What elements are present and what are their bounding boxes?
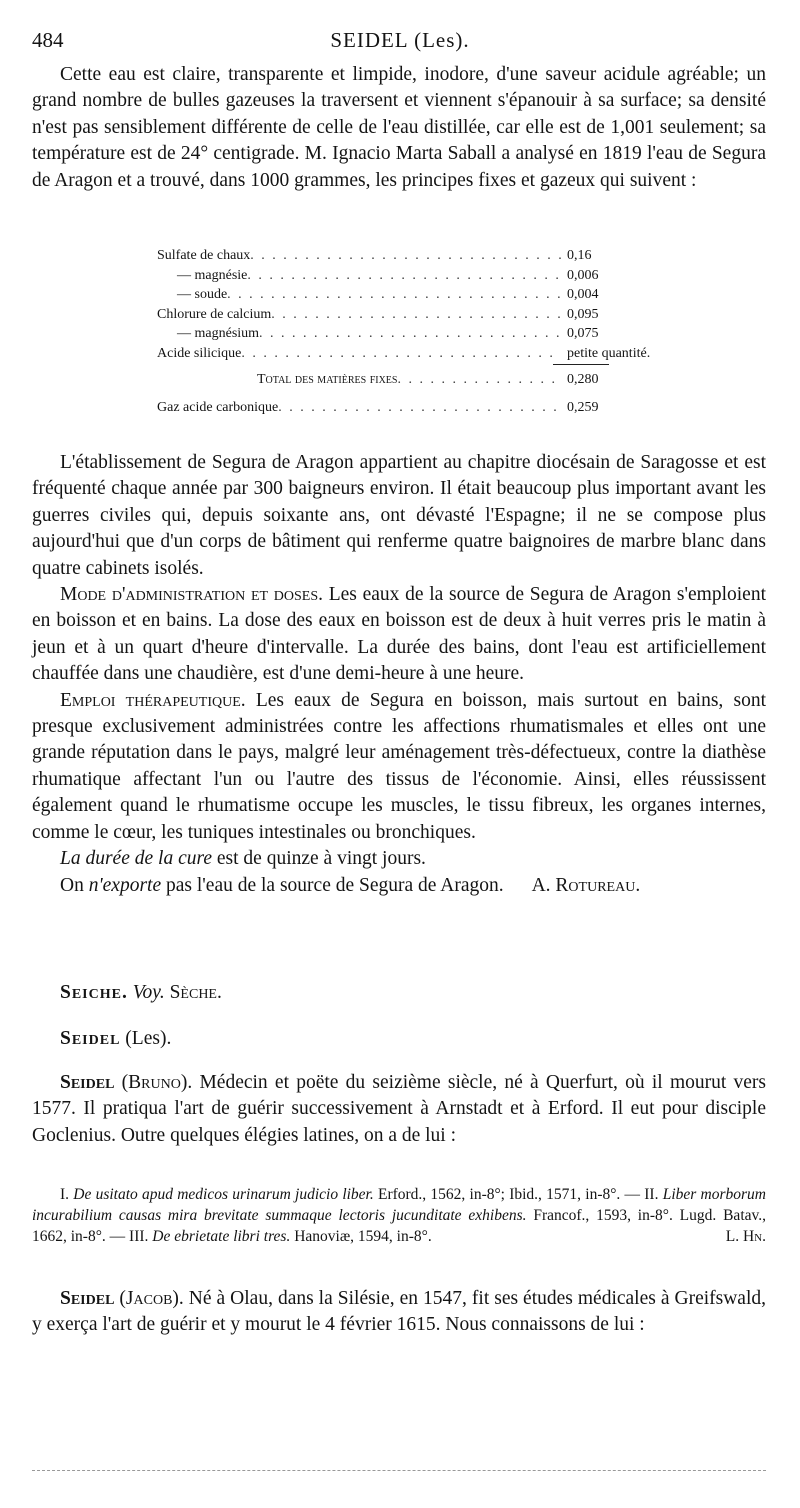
analysis-row <box>157 346 677 366</box>
bruno-paragraph <box>32 1070 766 1149</box>
analysis-label: — soude <box>177 287 228 302</box>
intro-block <box>32 62 766 194</box>
paragraph-text: Né à Olau, dans la Silésie, en 1547, fit ses études médicales à Greifswald, y exerça l'art de guérir et y mourut le 4 février 1615. Nous connaissons de lui : <box>32 1288 766 1336</box>
analysis-value: 0,006 <box>567 267 599 283</box>
total-value: 0,280 <box>567 372 599 387</box>
bruno-block <box>32 1070 766 1149</box>
analysis-label: — magnésie <box>177 267 248 283</box>
leader-dots <box>247 268 561 284</box>
person-firstname: (Bruno). <box>121 1072 193 1093</box>
leader-dots <box>397 372 561 388</box>
publication-info: Hanoviæ, 1594, in-8°. <box>290 1228 432 1245</box>
leader-dots <box>227 287 561 303</box>
sum-rule <box>553 364 609 365</box>
section-heading: Mode d'administration et doses. <box>60 584 323 606</box>
analysis-value: 0,16 <box>567 248 592 263</box>
analysis-total <box>157 372 677 392</box>
item-number: I. <box>60 1186 74 1203</box>
paragraph-text: pas l'eau de la source de Segura de Aragon. <box>161 874 504 896</box>
gas-label: Gaz acide carbonique <box>157 400 279 415</box>
intro-paragraph: Cette eau est claire, transparente et limpide, inodore, d'une saveur acidule agréable; un grand nombre de bulles gazeuses la traversent et viennent s'épanouir à sa surface; sa densité n'est pas sensiblement différente de celle de l'eau distillée, car elle est de 1,001 seulement; sa température est de 24° centigrade. M. Ignacio Marta Saball a analysé en 1819 l'eau de Segura de Aragon et a trouvé, dans 1000 grammes, les principes fixes et gazeux qui suivent : <box>32 64 766 191</box>
analysis-table <box>157 248 677 365</box>
total-row <box>157 372 677 392</box>
cross-reference-link[interactable]: Sèche. <box>169 982 222 1003</box>
analysis-value: 0,075 <box>567 326 599 341</box>
export-paragraph <box>32 873 766 899</box>
jacob-block <box>32 1286 766 1339</box>
gas-value: 0,259 <box>567 400 599 415</box>
entry-name: Seiche. <box>60 982 128 1003</box>
bruno-bibliography <box>32 1184 766 1247</box>
leader-dots <box>259 326 561 342</box>
total-label: Total des matières fixes <box>257 372 398 387</box>
page-header <box>32 28 768 58</box>
emphasis: La durée de la cure <box>60 848 212 870</box>
running-title: SEIDEL (Les). <box>330 28 470 52</box>
leader-dots <box>278 400 561 416</box>
therapeutic-paragraph <box>32 688 766 846</box>
bottom-rule <box>32 1470 766 1471</box>
publication-info: Francof., 1593, in-8°. Lugd. Batav., 1662, in-8°. — III. <box>32 1207 766 1245</box>
gas-row <box>157 400 677 420</box>
page-number: 484 <box>32 28 64 52</box>
analysis-gas <box>157 400 677 420</box>
entry-qualifier: (Les). <box>125 1028 172 1049</box>
analysis-value: 0,004 <box>567 287 599 302</box>
work-title: De ebrietate libri tres. <box>152 1228 291 1245</box>
analysis-value: 0,095 <box>567 306 599 322</box>
entry-name: Seidel <box>60 1028 121 1049</box>
paragraph-text: est de quinze à vingt jours. <box>212 848 426 870</box>
leader-dots <box>241 346 561 362</box>
work-title: Liber morborum incurabilium causas mira brevitate summaque lectoris jucunditate exhibens. <box>32 1186 766 1224</box>
analysis-row <box>157 326 677 346</box>
leader-dots <box>250 248 561 264</box>
paragraph-text: On <box>60 874 89 896</box>
administration-paragraph <box>32 582 766 688</box>
leader-dots <box>271 307 561 323</box>
analysis-label: Chlorure de calcium <box>157 306 272 322</box>
author-signature: L. Hn. <box>725 1228 766 1245</box>
work-title: De usitato apud medicos urinarum judicio liber. <box>73 1186 374 1203</box>
establishment-paragraph: L'établissement de Segura de Aragon appartient au chapitre diocésain de Saragosse et est fréquenté chaque année par 300 baigneurs environ. Il était beaucoup plus important avant les guerres civiles qui, depuis soixante ans, ont dévasté l'Espagne; il ne se compose plus aujourd'hui que d'un corps de bâtiment qui renferme quatre baignoires de marbre blanc dans quatre cabinets isolés. <box>32 452 766 579</box>
paragraph-text: Les eaux de Segura en boisson, mais surtout en bains, sont presque exclusivement administrées contre les affections rhumatismales et elles ont une grande réputation dans le pays, malgré leur aménagement très-défectueux, contre la diathèse rhumatique affectant l'un ou l'autre des tissus de l'économie. Ainsi, elles réussissent également quand le rhumatisme occupe les muscles, le tissu fibreux, les organes internes, comme le cœur, les tuniques intestinales ou bronchiques. <box>32 689 766 843</box>
author-signature: A. Rotureau. <box>531 874 641 896</box>
bibliography-paragraph <box>32 1184 766 1247</box>
emphasis: n'exporte <box>88 874 162 896</box>
paragraph-text: Médecin et poëte du seizième siècle, né à Querfurt, où il mourut vers 1577. Il pratiqua l'art de guérir successivement à Arnstadt et à Erford. Il eut pour disciple Goclenius. Outre quelques élégies latines, on a de lui : <box>32 1072 767 1146</box>
jacob-paragraph <box>32 1286 766 1339</box>
see-label: Voy. <box>132 982 165 1003</box>
analysis-value: petite quantité. <box>567 345 651 361</box>
analysis-label: — magnésium <box>177 326 260 341</box>
body-block <box>32 450 766 899</box>
analysis-row <box>157 287 677 307</box>
cure-paragraph <box>32 846 766 872</box>
person-firstname: (Jacob). <box>119 1288 184 1309</box>
person-surname: Seidel <box>60 1288 115 1309</box>
analysis-label: Acide silicique <box>157 345 242 361</box>
publication-info: Erford., 1562, in-8°; Ibid., 1571, in-8°. — II. <box>373 1186 663 1203</box>
entry-seidel <box>60 1028 171 1050</box>
paragraph-text: Les eaux de la source de Segura de Aragon s'emploient en boisson et en bains. La dose des eaux en boisson est de deux à huit verres pris le matin à jeun et à un quart d'heure d'intervalle. La durée des bains, dont l'eau est artificiellement chauffée dans une chaudière, est d'une demi-heure à une heure. <box>32 584 766 685</box>
analysis-label: Sulfate de chaux <box>157 248 251 263</box>
section-heading: Emploi thérapeutique. <box>60 689 246 711</box>
entry-seiche <box>60 982 222 1004</box>
person-surname: Seidel <box>60 1072 115 1093</box>
analysis-row <box>157 307 677 327</box>
analysis-row <box>157 268 677 288</box>
analysis-row <box>157 248 677 268</box>
